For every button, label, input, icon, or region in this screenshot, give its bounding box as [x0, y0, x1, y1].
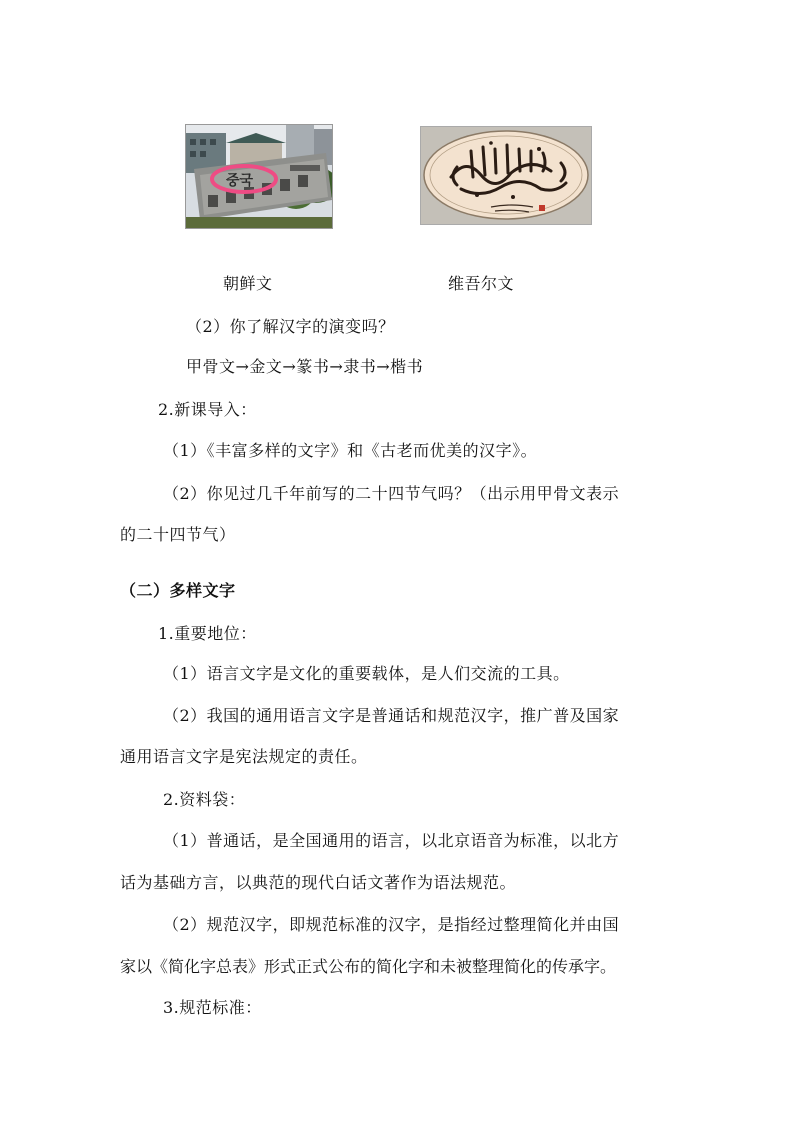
item-2-line-2: 的二十四节气） — [120, 525, 236, 544]
korean-caption: 朝鲜文 — [223, 274, 273, 293]
section-title: （二）多样文字 — [120, 581, 236, 600]
heading-new-lesson: 2.新课导入： — [158, 400, 257, 419]
heading-importance: 1.重要地位： — [158, 624, 257, 643]
item-1: （1）《丰富多样的文字》和《古老而优美的汉字》。 — [163, 441, 538, 460]
korean-sign-illustration — [186, 125, 332, 228]
heading-standards: 3.规范标准： — [163, 998, 262, 1017]
uyghur-caption: 维吾尔文 — [448, 274, 515, 293]
question-2: （2）你了解汉字的演变吗？ — [186, 317, 395, 336]
uyghur-calligraphy-illustration — [421, 127, 591, 224]
paragraph-4-line-1: （2）规范汉字，即规范标准的汉字，是指经过整理简化并由国 — [163, 915, 620, 934]
korean-sign-photo — [185, 124, 333, 229]
korean-sign-text: 중국 — [226, 173, 254, 189]
paragraph-3-line-1: （1）普通话，是全国通用的语言，以北京语音为标准，以北方 — [163, 831, 620, 850]
paragraph-2-line-2: 通用语言文字是宪法规定的责任。 — [120, 747, 368, 766]
uyghur-calligraphy-photo — [420, 126, 592, 225]
paragraph-1: （1）语言文字是文化的重要载体，是人们交流的工具。 — [163, 664, 570, 683]
paragraph-2-line-1: （2）我国的通用语言文字是普通话和规范汉字，推广普及国家 — [163, 706, 620, 725]
paragraph-4-line-2: 家以《简化字总表》形式正式公布的简化字和未被整理简化的传承字。 — [120, 957, 617, 976]
evolution-line: 甲骨文→金文→篆书→隶书→楷书 — [186, 357, 424, 376]
paragraph-3-line-2: 话为基础方言，以典范的现代白话文著作为语法规范。 — [120, 873, 517, 892]
item-2-line-1: （2）你见过几千年前写的二十四节气吗？（出示用甲骨文表示 — [163, 484, 620, 503]
heading-materials: 2.资料袋： — [163, 790, 246, 809]
